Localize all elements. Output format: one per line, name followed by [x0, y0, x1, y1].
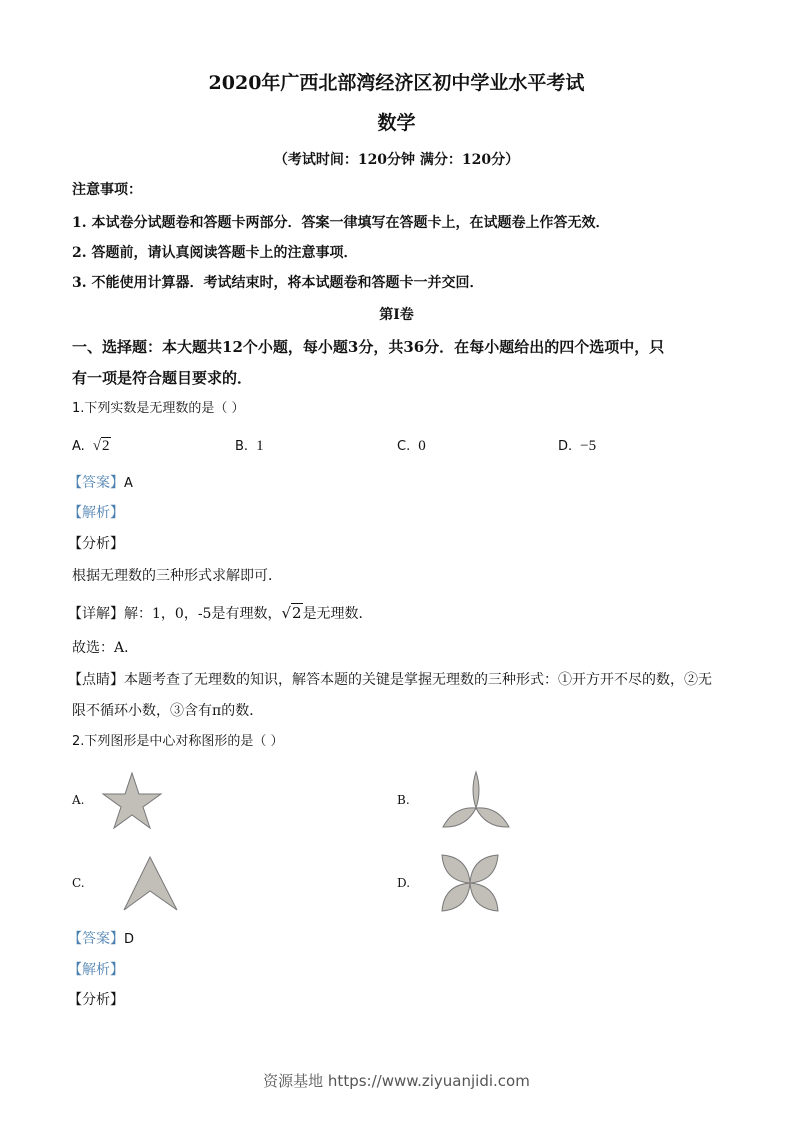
sqrt-value: √2	[92, 438, 110, 454]
q2-analysis-tag: 【解析】	[68, 962, 124, 978]
q1-detail	[68, 603, 373, 624]
footer-watermark: 资源基地 https://www.ziyuanjidi.com	[263, 1072, 530, 1090]
q1-option-d	[558, 436, 596, 457]
notice-heading: 注意事项：	[72, 182, 142, 198]
sqrt-value: √2	[281, 604, 302, 622]
subject-title: 数学	[377, 112, 416, 134]
option-value: 0	[418, 438, 426, 454]
comment-text: 本题考查了无理数的知识，解答本题的关键是掌握无理数的三种形式：①开方开不尽的数，②无	[124, 672, 712, 688]
q2-option-c-label: C.	[72, 876, 85, 890]
answer-tag: 【答案】	[68, 475, 124, 491]
star-figure-icon	[100, 771, 164, 831]
q1-choice: 故选：A．	[72, 640, 139, 656]
three-petal-figure-icon	[440, 770, 512, 832]
q1-comment-cont: 限不循环小数，③含有π的数．	[72, 703, 264, 719]
exam-info: （考试时间：120分钟 满分：120分）	[273, 152, 520, 168]
exam-title: 2020年广西北部湾经济区初中学业水平考试	[208, 72, 585, 94]
answer-tag: 【答案】	[68, 931, 124, 947]
q1-stem: 1.下列实数是无理数的是（ ）	[72, 401, 245, 416]
answer-value: D	[124, 932, 135, 947]
radicand: 2	[102, 438, 110, 454]
q2-option-b-label: B.	[397, 793, 410, 807]
detail-tag: 【详解】	[68, 606, 124, 622]
radicand: 2	[292, 604, 302, 622]
q2-stem: 2.下列图形是中心对称图形的是（ ）	[72, 734, 284, 749]
notice-item: 2. 答题前，请认真阅读答题卡上的注意事项．	[72, 245, 358, 261]
notice-item: 1. 本试卷分试题卷和答题卡两部分．答案一律填写在答题卡上，在试题卷上作答无效．	[72, 215, 610, 231]
notice-item: 3. 不能使用计算器．考试结束时，将本试题卷和答题卡一并交回．	[72, 275, 484, 291]
q1-answer	[68, 473, 133, 494]
four-petal-figure-icon	[440, 853, 500, 913]
q2-option-a-label: A.	[72, 793, 85, 807]
option-value: 1	[256, 438, 264, 454]
section-intro-cont: 有一项是符合题目要求的．	[72, 369, 253, 387]
q1-fenxi-tag: 【分析】	[68, 536, 124, 552]
q2-answer	[68, 929, 134, 950]
arrowhead-figure-icon	[122, 855, 180, 913]
detail-text: 解：1，0，-5是有理数，	[124, 606, 282, 622]
option-label: B.	[235, 439, 249, 454]
option-value: −5	[580, 438, 597, 454]
q1-comment	[68, 670, 712, 690]
q1-analysis-tag: 【解析】	[68, 505, 124, 521]
q2-fenxi-tag: 【分析】	[68, 992, 124, 1008]
answer-value: A	[124, 476, 133, 491]
q1-option-b	[235, 436, 264, 457]
option-label: A.	[72, 439, 85, 454]
q1-option-a	[72, 436, 111, 457]
section-intro: 一、选择题：本大题共12个小题，每小题3分，共36分．在每小题给出的四个选项中，只	[72, 338, 665, 356]
q1-fenxi: 根据无理数的三种形式求解即可．	[72, 568, 282, 584]
q2-option-d-label: D.	[397, 876, 411, 890]
option-label: D.	[558, 439, 573, 454]
q1-option-c	[397, 436, 426, 457]
detail-text: 是无理数．	[302, 606, 373, 622]
option-label: C.	[397, 439, 411, 454]
volume-title: 第I卷	[379, 307, 414, 323]
comment-tag: 【点睛】	[68, 672, 124, 688]
